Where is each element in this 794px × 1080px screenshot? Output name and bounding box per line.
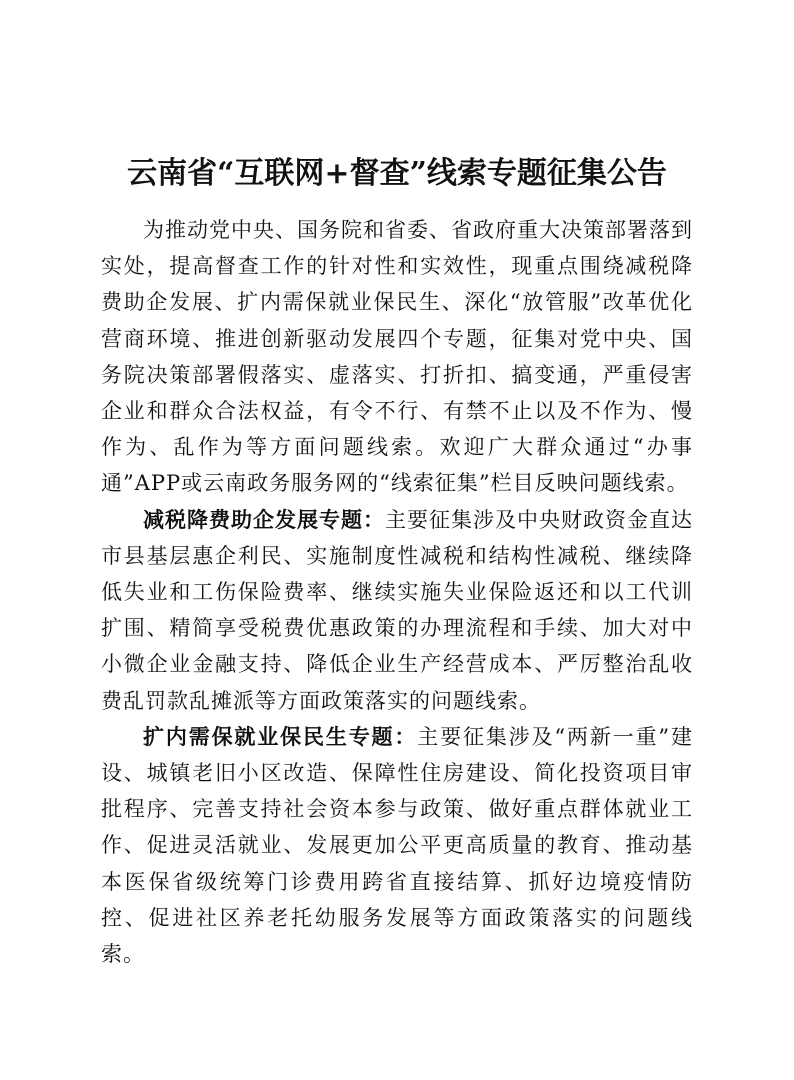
section-text: 主要征集涉及中央财政资金直达市县基层惠企利民、实施制度性减税和结构性减税、继续降低失业和工伤保险费率、继续实施失业保险返还和以工代训扩围、精简享受税费优惠政策的办理流程和手续、加大对中小微企业金融支持、降低企业生产经营成本、严厉整治乱收费乱罚款乱摊派等方面政策落实的问题线索。 — [101, 507, 693, 713]
section-tax-reduction — [101, 502, 693, 719]
document-body — [101, 212, 693, 972]
section-domestic-demand — [101, 719, 693, 972]
section-heading: 减税降费助企发展专题： — [143, 506, 385, 532]
section-heading: 扩内需保就业保民生专题： — [143, 723, 418, 749]
section-text: 主要征集涉及“两新一重”建设、城镇老旧小区改造、保障性住房建设、简化投资项目审批程序、完善支持社会资本参与政策、做好重点群体就业工作、促进灵活就业、发展更加公平更高质量的教育、推动基本医保省级统筹门诊费用跨省直接结算、抓好边境疫情防控、促进社区养老托幼服务发展等方面政策落实的问题线索。 — [101, 724, 693, 967]
intro-paragraph: 为推动党中央、国务院和省委、省政府重大决策部署落到实处，提高督查工作的针对性和实效性，现重点围绕减税降费助企发展、扩内需保就业保民生、深化“放管服”改革优化营商环境、推进创新驱动发展四个专题，征集对党中央、国务院决策部署假落实、虚落实、打折扣、搞变通，严重侵害企业和群众合法权益，有令不行、有禁不止以及不作为、慢作为、乱作为等方面问题线索。欢迎广大群众通过“办事通”APP或云南政务服务网的“线索征集”栏目反映问题线索。 — [101, 218, 693, 496]
page-title: 云南省“互联网+督查”线索专题征集公告 — [127, 156, 667, 192]
